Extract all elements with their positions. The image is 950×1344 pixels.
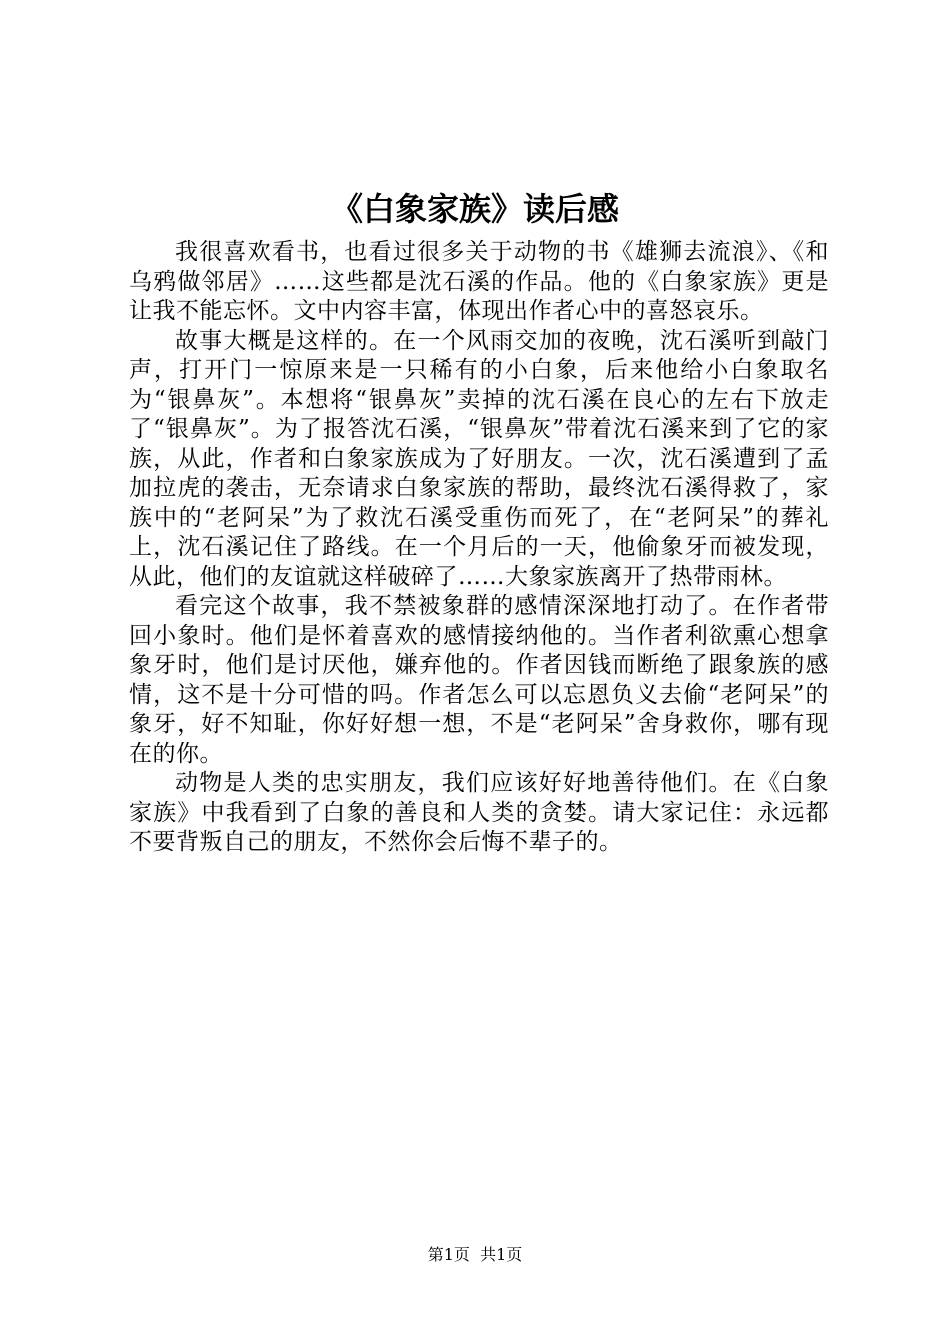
paragraph-2: 故事大概是这样的。在一个风雨交加的夜晚，沈石溪听到敲门声，打开门一惊原来是一只稀有的小白象，后来他给小白象取名为“银鼻灰”。本想将“银鼻灰”卖掉的沈石溪在良心的左右下放走了“银鼻灰”。为了报答沈石溪，“银鼻灰”带着沈石溪来到了它的家族，从此，作者和白象家族成为了好朋友。一次，沈石溪遭到了孟加拉虎的袭击，无奈请求白象家族的帮助，最终沈石溪得救了，家族中的“老阿呆”为了救沈石溪受重伤而死了，在“老阿呆”的葬礼上，沈石溪记住了路线。在一个月后的一天，他偷象牙而被发现，从此，他们的友谊就这样破碎了……大象家族离开了热带雨林。 bbox=[129, 327, 829, 590]
page-number: 第1页 bbox=[427, 1245, 470, 1264]
document-body bbox=[129, 238, 829, 858]
page-footer bbox=[0, 1243, 950, 1267]
paragraph-3: 看完这个故事，我不禁被象群的感情深深地打动了。在作者带回小象时。他们是怀着喜欢的感情接纳他的。当作者利欲熏心想拿象牙时，他们是讨厌他，嫌弃他的。作者因钱而断绝了跟象族的感情，这不是十分可惜的吗。作者怎么可以忘恩负义去偷“老阿呆”的象牙，好不知耻，你好好想一想，不是“老阿呆”舍身救你，哪有现在的你。 bbox=[129, 593, 829, 767]
footer-spacer bbox=[470, 1245, 480, 1264]
document-title: 《白象家族》读后感 bbox=[330, 190, 619, 228]
page-total: 共1页 bbox=[480, 1245, 523, 1264]
paragraph-4: 动物是人类的忠实朋友，我们应该好好地善待他们。在《白象家族》中我看到了白象的善良和人类的贪婪。请大家记住：永远都不要背叛自己的朋友，不然你会后悔不辈子的。 bbox=[129, 770, 829, 855]
paragraph-1: 我很喜欢看书，也看过很多关于动物的书《雄狮去流浪》、《和乌鸦做邻居》……这些都是沈石溪的作品。他的《白象家族》更是让我不能忘怀。文中内容丰富，体现出作者心中的喜怒哀乐。 bbox=[129, 239, 829, 324]
